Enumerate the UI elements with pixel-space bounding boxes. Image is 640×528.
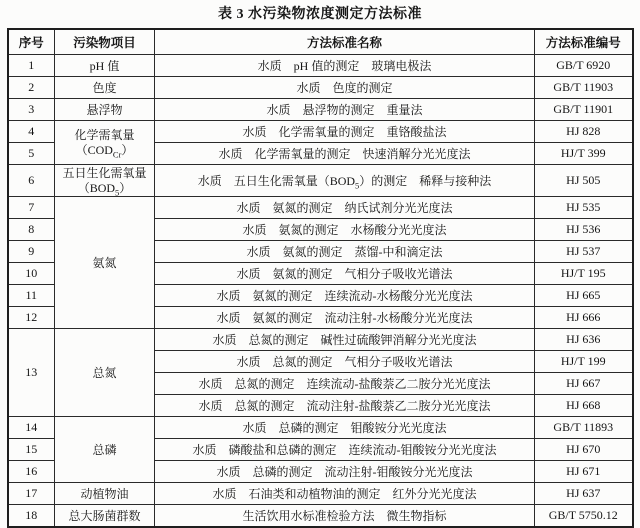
- cell-method-code: HJ/T 195: [535, 263, 633, 285]
- cell-method-code: HJ/T 399: [535, 143, 633, 165]
- cell-method-code: HJ 535: [535, 197, 633, 219]
- cell-method-name: 水质 总氮的测定 气相分子吸收光谱法: [155, 351, 535, 373]
- cell-method-code: HJ 671: [535, 461, 633, 483]
- cell-item: 动植物油: [55, 483, 155, 505]
- cell-method-code: GB/T 11903: [535, 77, 633, 99]
- cell-method-name: 水质 磷酸盐和总磷的测定 连续流动-钼酸铵分光光度法: [155, 439, 535, 461]
- cell-item: [55, 121, 155, 165]
- cell-no: 12: [8, 307, 55, 329]
- cell-no: 1: [8, 55, 55, 77]
- cell-method-name: 水质 pH 值的测定 玻璃电极法: [155, 55, 535, 77]
- cell-method-name: 水质 石油类和动植物油的测定 红外分光光度法: [155, 483, 535, 505]
- cell-method-code: HJ 505: [535, 165, 633, 197]
- cell-method-code: HJ 637: [535, 483, 633, 505]
- subscript: 5: [355, 180, 360, 191]
- cell-method-code: HJ 666: [535, 307, 633, 329]
- cell-item: 悬浮物: [55, 99, 155, 121]
- table-row: [8, 329, 633, 351]
- table-row: [8, 99, 633, 121]
- cell-no: 4: [8, 121, 55, 143]
- cell-no: 17: [8, 483, 55, 505]
- cell-no: 9: [8, 241, 55, 263]
- cell-method-code: GB/T 5750.12: [535, 505, 633, 527]
- cell-item: 总磷: [55, 417, 155, 483]
- cell-method-code: HJ 536: [535, 219, 633, 241]
- cell-no: 18: [8, 505, 55, 527]
- cell-method-name: 水质 五日生化需氧量$(BOD_5)$的测定 稀释与接种法: [155, 165, 535, 197]
- cell-no: 7: [8, 197, 55, 219]
- cell-item: [55, 165, 155, 197]
- cell-method-name: 水质 氨氮的测定 气相分子吸收光谱法: [155, 263, 535, 285]
- standards-table: [7, 28, 634, 528]
- cell-no: 11: [8, 285, 55, 307]
- cell-method-code: GB/T 11893: [535, 417, 633, 439]
- cell-method-code: HJ 668: [535, 395, 633, 417]
- header-name: 方法标准名称: [155, 29, 535, 55]
- cell-method-code: HJ 665: [535, 285, 633, 307]
- cell-method-code: HJ 667: [535, 373, 633, 395]
- cell-method-name: 水质 氨氮的测定 流动注射-水杨酸分光光度法: [155, 307, 535, 329]
- header-no: 序号: [8, 29, 55, 55]
- page-title: 表 3 水污染物浓度测定方法标准: [218, 7, 422, 22]
- cell-item: 色度: [55, 77, 155, 99]
- cell-method-code: HJ 537: [535, 241, 633, 263]
- cell-method-name: 水质 总氮的测定 碱性过硫酸钾消解分光光度法: [155, 329, 535, 351]
- cell-method-code: HJ 670: [535, 439, 633, 461]
- cell-no: 15: [8, 439, 55, 461]
- table-row: [8, 505, 633, 527]
- cell-no: 3: [8, 99, 55, 121]
- header-code: 方法标准编号: [535, 29, 633, 55]
- cell-method-name: 水质 氨氮的测定 连续流动-水杨酸分光光度法: [155, 285, 535, 307]
- table-row: [8, 483, 633, 505]
- cell-method-code: GB/T 11901: [535, 99, 633, 121]
- cell-no: 6: [8, 165, 55, 197]
- cell-item: pH 值: [55, 55, 155, 77]
- header-row: [8, 29, 633, 55]
- cell-method-code: GB/T 6920: [535, 55, 633, 77]
- item-line2: $(COD_{Cr})$: [75, 143, 134, 160]
- cell-method-name: 生活饮用水标准检验方法 微生物指标: [155, 505, 535, 527]
- cell-method-name: 水质 色度的测定: [155, 77, 535, 99]
- table-row: [8, 165, 633, 197]
- header-item: 污染物项目: [55, 29, 155, 55]
- cell-method-name: 水质 氨氮的测定 蒸馏-中和滴定法: [155, 241, 535, 263]
- cell-method-code: HJ/T 199: [535, 351, 633, 373]
- table-row: [8, 77, 633, 99]
- subscript: Cr: [112, 149, 122, 160]
- cell-method-code: HJ 636: [535, 329, 633, 351]
- cell-no: 10: [8, 263, 55, 285]
- subscript: 5: [115, 187, 120, 197]
- cell-method-name: 水质 氨氮的测定 水杨酸分光光度法: [155, 219, 535, 241]
- cell-no: 8: [8, 219, 55, 241]
- cell-method-name: 水质 氨氮的测定 纳氏试剂分光光度法: [155, 197, 535, 219]
- cell-method-name: 水质 总磷的测定 钼酸铵分光光度法: [155, 417, 535, 439]
- cell-item: 总氮: [55, 329, 155, 417]
- cell-no: 13: [8, 329, 55, 417]
- cell-item: 总大肠菌群数: [55, 505, 155, 527]
- cell-method-name: 水质 化学需氧量的测定 重铬酸盐法: [155, 121, 535, 143]
- cell-no: 2: [8, 77, 55, 99]
- cell-method-code: HJ 828: [535, 121, 633, 143]
- cell-method-name: 水质 总氮的测定 连续流动-盐酸萘乙二胺分光光度法: [155, 373, 535, 395]
- item-line1: 化学需氧量: [74, 128, 135, 142]
- cell-method-name: 水质 化学需氧量的测定 快速消解分光光度法: [155, 143, 535, 165]
- table-row: [8, 55, 633, 77]
- cell-method-name: 水质 总磷的测定 流动注射-钼酸铵分光光度法: [155, 461, 535, 483]
- cell-method-name: 水质 悬浮物的测定 重量法: [155, 99, 535, 121]
- table-row: [8, 121, 633, 143]
- cell-no: 14: [8, 417, 55, 439]
- table-row: [8, 417, 633, 439]
- cell-method-name: 水质 总氮的测定 流动注射-盐酸萘乙二胺分光光度法: [155, 395, 535, 417]
- cell-no: 5: [8, 143, 55, 165]
- item-line2: $(BOD_5)$: [77, 181, 132, 197]
- table-row: [8, 197, 633, 219]
- cell-item: 氨氮: [55, 197, 155, 329]
- cell-no: 16: [8, 461, 55, 483]
- item-line1: 五日生化需氧量: [62, 166, 147, 180]
